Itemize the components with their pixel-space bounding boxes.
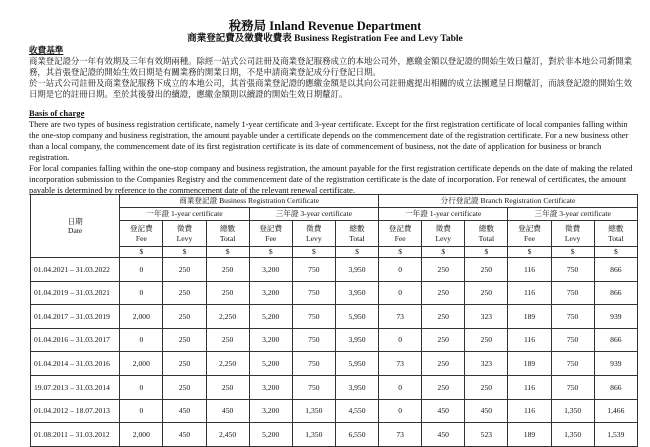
value-cell: 250 xyxy=(422,281,465,305)
value-cell: 750 xyxy=(292,281,335,305)
value-cell: 5,200 xyxy=(249,305,292,329)
unit-cell: $ xyxy=(594,247,637,258)
value-cell: 189 xyxy=(508,423,551,447)
column-header-fee-en: Fee xyxy=(265,233,277,243)
value-cell: 1,350 xyxy=(292,399,335,423)
value-cell: 2,000 xyxy=(120,423,163,447)
value-cell: 450 xyxy=(163,399,206,423)
value-cell: 250 xyxy=(465,258,508,282)
date-cell: 01.04.2017 – 31.03.2019 xyxy=(31,305,120,329)
business-registration-group-header: 商業登記證 Business Registration Certificate xyxy=(120,195,379,208)
value-cell: 750 xyxy=(551,352,594,376)
value-cell: 939 xyxy=(594,305,637,329)
column-header-levy xyxy=(163,221,206,247)
value-cell: 73 xyxy=(379,305,422,329)
branch-registration-group-header: 分行登記證 Branch Registration Certificate xyxy=(379,195,638,208)
value-cell: 0 xyxy=(120,375,163,399)
date-cell: 01.08.2011 – 31.03.2012 xyxy=(31,423,120,447)
value-cell: 0 xyxy=(120,328,163,352)
value-cell: 750 xyxy=(292,258,335,282)
value-cell: 189 xyxy=(508,305,551,329)
value-cell: 450 xyxy=(422,423,465,447)
column-header-levy-zh: 徵費 xyxy=(435,224,451,233)
value-cell: 0 xyxy=(120,258,163,282)
value-cell: 250 xyxy=(206,375,249,399)
value-cell: 750 xyxy=(551,258,594,282)
charging-basis-para-en-2: For local companies falling within the one-stop company and business registration, the amount payable for the first registration certificate depends on the date of making the related incorporation submission to the Companies Registry and the commencement date of the registration certificate is the date of incorporation. For renewal of certificates, the amount payable is determined by reference to the commencement date of the relevant renewal certificate. xyxy=(29,164,633,195)
value-cell: 189 xyxy=(508,352,551,376)
value-cell: 6,550 xyxy=(335,423,378,447)
value-cell: 1,350 xyxy=(551,399,594,423)
value-cell: 3,200 xyxy=(249,258,292,282)
value-cell: 866 xyxy=(594,258,637,282)
value-cell: 116 xyxy=(508,399,551,423)
unit-cell: $ xyxy=(551,247,594,258)
value-cell: 116 xyxy=(508,258,551,282)
value-cell: 2,000 xyxy=(120,305,163,329)
value-cell: 73 xyxy=(379,352,422,376)
column-header-total-zh: 總數 xyxy=(220,224,236,233)
value-cell: 866 xyxy=(594,375,637,399)
value-cell: 866 xyxy=(594,281,637,305)
value-cell: 2,000 xyxy=(120,352,163,376)
value-cell: 250 xyxy=(422,305,465,329)
value-cell: 750 xyxy=(551,305,594,329)
value-cell: 450 xyxy=(206,399,249,423)
table-row xyxy=(31,305,638,329)
business-one-year-header: 一年證 1-year certificate xyxy=(120,208,249,221)
column-header-fee-en: Fee xyxy=(524,233,535,243)
column-header-fee xyxy=(120,221,163,247)
column-header-levy-en: Levy xyxy=(564,233,581,243)
value-cell: 5,950 xyxy=(335,352,378,376)
column-header-total-en: Total xyxy=(478,233,495,243)
value-cell: 3,950 xyxy=(335,281,378,305)
value-cell: 0 xyxy=(379,399,422,423)
value-cell: 3,200 xyxy=(249,375,292,399)
value-cell: 5,200 xyxy=(249,423,292,447)
column-header-levy xyxy=(292,221,335,247)
value-cell: 250 xyxy=(422,352,465,376)
column-header-total xyxy=(465,221,508,247)
date-cell: 01.04.2014 – 31.03.2016 xyxy=(31,352,120,376)
date-cell: 01.04.2016 – 31.03.2017 xyxy=(31,328,120,352)
column-header-fee xyxy=(249,221,292,247)
value-cell: 250 xyxy=(206,258,249,282)
date-cell: 01.04.2021 – 31.03.2022 xyxy=(31,258,120,282)
value-cell: 323 xyxy=(465,352,508,376)
value-cell: 750 xyxy=(292,328,335,352)
value-cell: 0 xyxy=(120,399,163,423)
column-header-fee-zh: 登記費 xyxy=(388,224,412,233)
value-cell: 3,200 xyxy=(249,281,292,305)
value-cell: 250 xyxy=(163,305,206,329)
value-cell: 3,950 xyxy=(335,375,378,399)
value-cell: 1,466 xyxy=(594,399,637,423)
column-header-fee-zh: 登記費 xyxy=(259,224,283,233)
fee-table-body xyxy=(31,258,638,447)
value-cell: 750 xyxy=(292,375,335,399)
column-header-levy xyxy=(551,221,594,247)
branch-one-year-header: 一年證 1-year certificate xyxy=(379,208,508,221)
value-cell: 323 xyxy=(465,305,508,329)
value-cell: 250 xyxy=(422,258,465,282)
value-cell: 750 xyxy=(292,352,335,376)
column-header-fee-en: Fee xyxy=(135,233,147,243)
value-cell: 250 xyxy=(163,328,206,352)
charging-basis-heading-en: Basis of charge xyxy=(29,108,85,118)
value-cell: 250 xyxy=(163,375,206,399)
charging-basis-para-en-1: There are two types of business registration certificate, namely 1-year certificate and 3-year certificate. Except for the first registration certificate of local companies falling within the one-stop company and business registration, the amount payable under a certificate depends on the commencement date of the registration certificate. For a new business other than a local company, the commencement date of its first registration certificate is its date of commencement of business, not the date of application for business or branch registration. xyxy=(29,120,629,162)
charging-basis-english xyxy=(29,108,634,196)
column-header-total-en: Total xyxy=(608,233,624,243)
value-cell: 866 xyxy=(594,328,637,352)
value-cell: 5,950 xyxy=(335,305,378,329)
value-cell: 0 xyxy=(379,328,422,352)
date-header xyxy=(31,195,120,258)
table-row xyxy=(31,328,638,352)
charging-basis-para-zh-1: 商業登記證分一年有效期及三年有效期兩種。除經一站式公司註冊及商業登記服務成立的本地公司外，應繳金額以登記證的開始生效日釐訂，對於非本地公司新開業務，其首張登記證的開始生效日期是有關業務的開業日期，不是申請商業登記成分行登記日期。 xyxy=(29,57,632,77)
value-cell: 450 xyxy=(422,399,465,423)
table-row xyxy=(31,352,638,376)
value-cell: 250 xyxy=(465,328,508,352)
document-title: 稅務局 Inland Revenue Department xyxy=(228,19,422,33)
value-cell: 250 xyxy=(206,281,249,305)
date-cell: 01.04.2012 – 18.07.2013 xyxy=(31,399,120,423)
value-cell: 2,250 xyxy=(206,305,249,329)
unit-cell: $ xyxy=(508,247,551,258)
charging-basis-chinese xyxy=(29,45,634,100)
value-cell: 250 xyxy=(163,352,206,376)
fee-table xyxy=(30,194,638,447)
column-header-total-en: Total xyxy=(349,233,365,243)
document-subtitle: 商業登記費及徵費收費表 Business Registration Fee and Levy Table xyxy=(187,34,463,44)
charging-basis-heading-zh: 收費基準 xyxy=(29,45,64,55)
date-cell: 01.04.2019 – 31.03.2021 xyxy=(31,281,120,305)
column-header-total-zh: 總數 xyxy=(478,224,494,233)
unit-cell: $ xyxy=(379,247,422,258)
value-cell: 250 xyxy=(163,281,206,305)
value-cell: 250 xyxy=(206,328,249,352)
column-header-total-zh: 總數 xyxy=(349,224,365,233)
column-header-levy-en: Levy xyxy=(306,233,322,243)
table-row xyxy=(31,399,638,423)
column-headers-row xyxy=(31,221,638,247)
value-cell: 250 xyxy=(422,375,465,399)
unit-row xyxy=(31,247,638,258)
value-cell: 116 xyxy=(508,328,551,352)
column-header-levy-en: Levy xyxy=(435,233,452,243)
unit-cell: $ xyxy=(465,247,508,258)
value-cell: 2,450 xyxy=(206,423,249,447)
value-cell: 116 xyxy=(508,375,551,399)
value-cell: 3,950 xyxy=(335,258,378,282)
value-cell: 1,350 xyxy=(292,423,335,447)
value-cell: 0 xyxy=(379,375,422,399)
value-cell: 450 xyxy=(465,399,508,423)
value-cell: 450 xyxy=(163,423,206,447)
value-cell: 3,200 xyxy=(249,328,292,352)
unit-cell: $ xyxy=(206,247,249,258)
value-cell: 116 xyxy=(508,281,551,305)
unit-cell: $ xyxy=(120,247,163,258)
unit-cell: $ xyxy=(422,247,465,258)
date-cell: 19.07.2013 – 31.03.2014 xyxy=(31,375,120,399)
fee-table-container xyxy=(30,194,638,447)
branch-three-year-header: 三年證 3-year certificate xyxy=(508,208,638,221)
column-header-fee-en: Fee xyxy=(394,233,406,243)
value-cell: 750 xyxy=(551,281,594,305)
unit-cell: $ xyxy=(292,247,335,258)
value-cell: 2,250 xyxy=(206,352,249,376)
column-header-levy-zh: 徵費 xyxy=(565,224,581,233)
value-cell: 1,350 xyxy=(551,423,594,447)
unit-cell: $ xyxy=(249,247,292,258)
value-cell: 250 xyxy=(465,375,508,399)
unit-cell: $ xyxy=(335,247,378,258)
unit-cell: $ xyxy=(163,247,206,258)
charging-basis-para-zh-2: 於一站式公司註冊及商業登記服務下成立的本地公司，其首張商業登記證的應繳金額是以其向公司註冊處提出相關的成立法團遞呈日期釐訂，而該登記證的開始生效日期是它的註冊日期。至於其後發出的續證，應繳金額則以續證的開始生效日期釐訂。 xyxy=(29,79,632,99)
value-cell: 750 xyxy=(292,305,335,329)
column-header-fee-zh: 登記費 xyxy=(129,224,153,233)
value-cell: 250 xyxy=(422,328,465,352)
table-row xyxy=(31,423,638,447)
value-cell: 939 xyxy=(594,352,637,376)
column-header-levy-zh: 徵費 xyxy=(176,224,193,233)
value-cell: 3,950 xyxy=(335,328,378,352)
column-header-total-zh: 總數 xyxy=(608,224,624,233)
value-cell: 0 xyxy=(379,258,422,282)
column-header-levy xyxy=(422,221,465,247)
table-row xyxy=(31,375,638,399)
column-header-fee-zh: 登記費 xyxy=(518,224,541,233)
column-header-fee xyxy=(508,221,551,247)
value-cell: 1,539 xyxy=(594,423,637,447)
value-cell: 750 xyxy=(551,375,594,399)
value-cell: 4,550 xyxy=(335,399,378,423)
column-header-total xyxy=(594,221,637,247)
column-header-levy-en: Levy xyxy=(176,233,193,243)
value-cell: 0 xyxy=(379,281,422,305)
date-header-en: Date xyxy=(67,226,83,235)
value-cell: 750 xyxy=(551,328,594,352)
value-cell: 5,200 xyxy=(249,352,292,376)
business-three-year-header: 三年證 3-year certificate xyxy=(249,208,378,221)
value-cell: 523 xyxy=(465,423,508,447)
value-cell: 3,200 xyxy=(249,399,292,423)
column-header-total-en: Total xyxy=(219,233,236,243)
column-header-total xyxy=(335,221,378,247)
column-header-total xyxy=(206,221,249,247)
table-row xyxy=(31,258,638,282)
column-header-levy-zh: 徵費 xyxy=(306,224,322,233)
value-cell: 250 xyxy=(465,281,508,305)
value-cell: 0 xyxy=(120,281,163,305)
column-header-fee xyxy=(379,221,422,247)
value-cell: 250 xyxy=(163,258,206,282)
date-header-zh: 日期 xyxy=(67,216,83,226)
table-row xyxy=(31,281,638,305)
value-cell: 73 xyxy=(379,423,422,447)
